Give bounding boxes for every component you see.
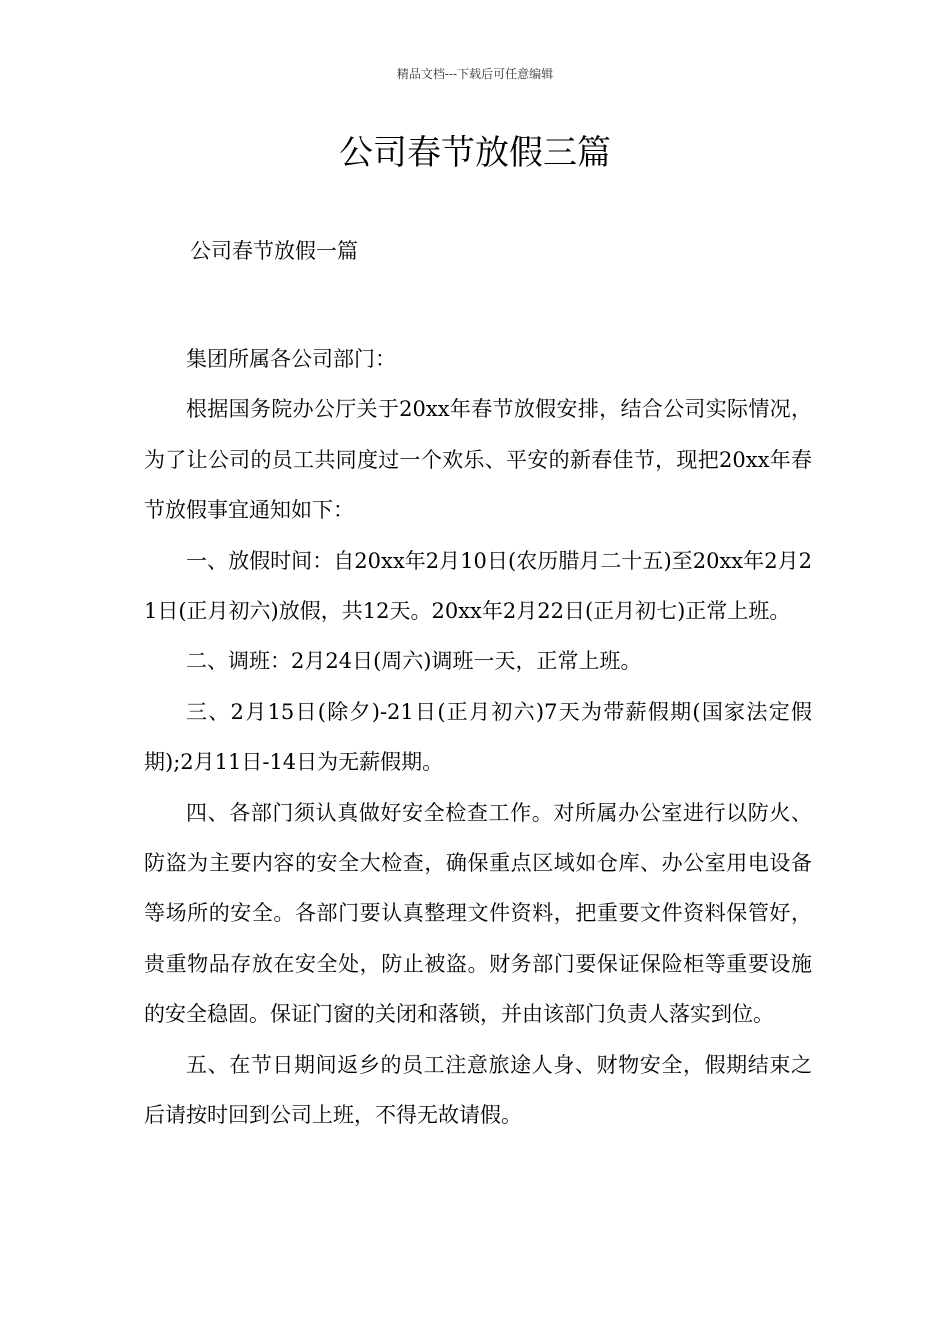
paragraph-item-1: 一、放假时间：自20xx年2月10日(农历腊月二十五)至20xx年2月21日(正月初六)放假，共12天。20xx年2月22日(正月初七)正常上班。 xyxy=(144,548,812,624)
paragraph-item-4: 四、各部门须认真做好安全检查工作。对所属办公室进行以防火、防盗为主要内容的安全大检查，确保重点区域如仓库、办公室用电设备等场所的安全。各部门要认真整理文件资料，把重要文件资料保管好，贵重物品存放在安全处，防止被盗。财务部门要保证保险柜等重要设施的安全稳固。保证门窗的关闭和落锁，并由该部门负责人落实到位。 xyxy=(144,800,812,1027)
paragraph-intro: 根据国务院办公厅关于20xx年春节放假安排，结合公司实际情况，为了让公司的员工共同度过一个欢乐、平安的新春佳节，现把20xx年春节放假事宜通知如下： xyxy=(144,397,812,523)
paragraph-item-2: 二、调班：2月24日(周六)调班一天，正常上班。 xyxy=(186,649,642,674)
paragraph-item-5: 五、在节日期间返乡的员工注意旅途人身、财物安全，假期结束之后请按时回到公司上班，不得无故请假。 xyxy=(144,1052,812,1128)
paragraph-item-3: 三、2月15日(除夕)-21日(正月初六)7天为带薪假期(国家法定假期);2月11日-14日为无薪假期。 xyxy=(144,699,812,775)
paragraph-salutation: 集团所属各公司部门： xyxy=(186,347,396,371)
header-note: 精品文档---下载后可任意编辑 xyxy=(396,67,554,81)
section-subtitle: 公司春节放假一篇 xyxy=(190,239,358,263)
document-body xyxy=(144,334,812,1141)
document-title: 公司春节放假三篇 xyxy=(339,133,611,173)
